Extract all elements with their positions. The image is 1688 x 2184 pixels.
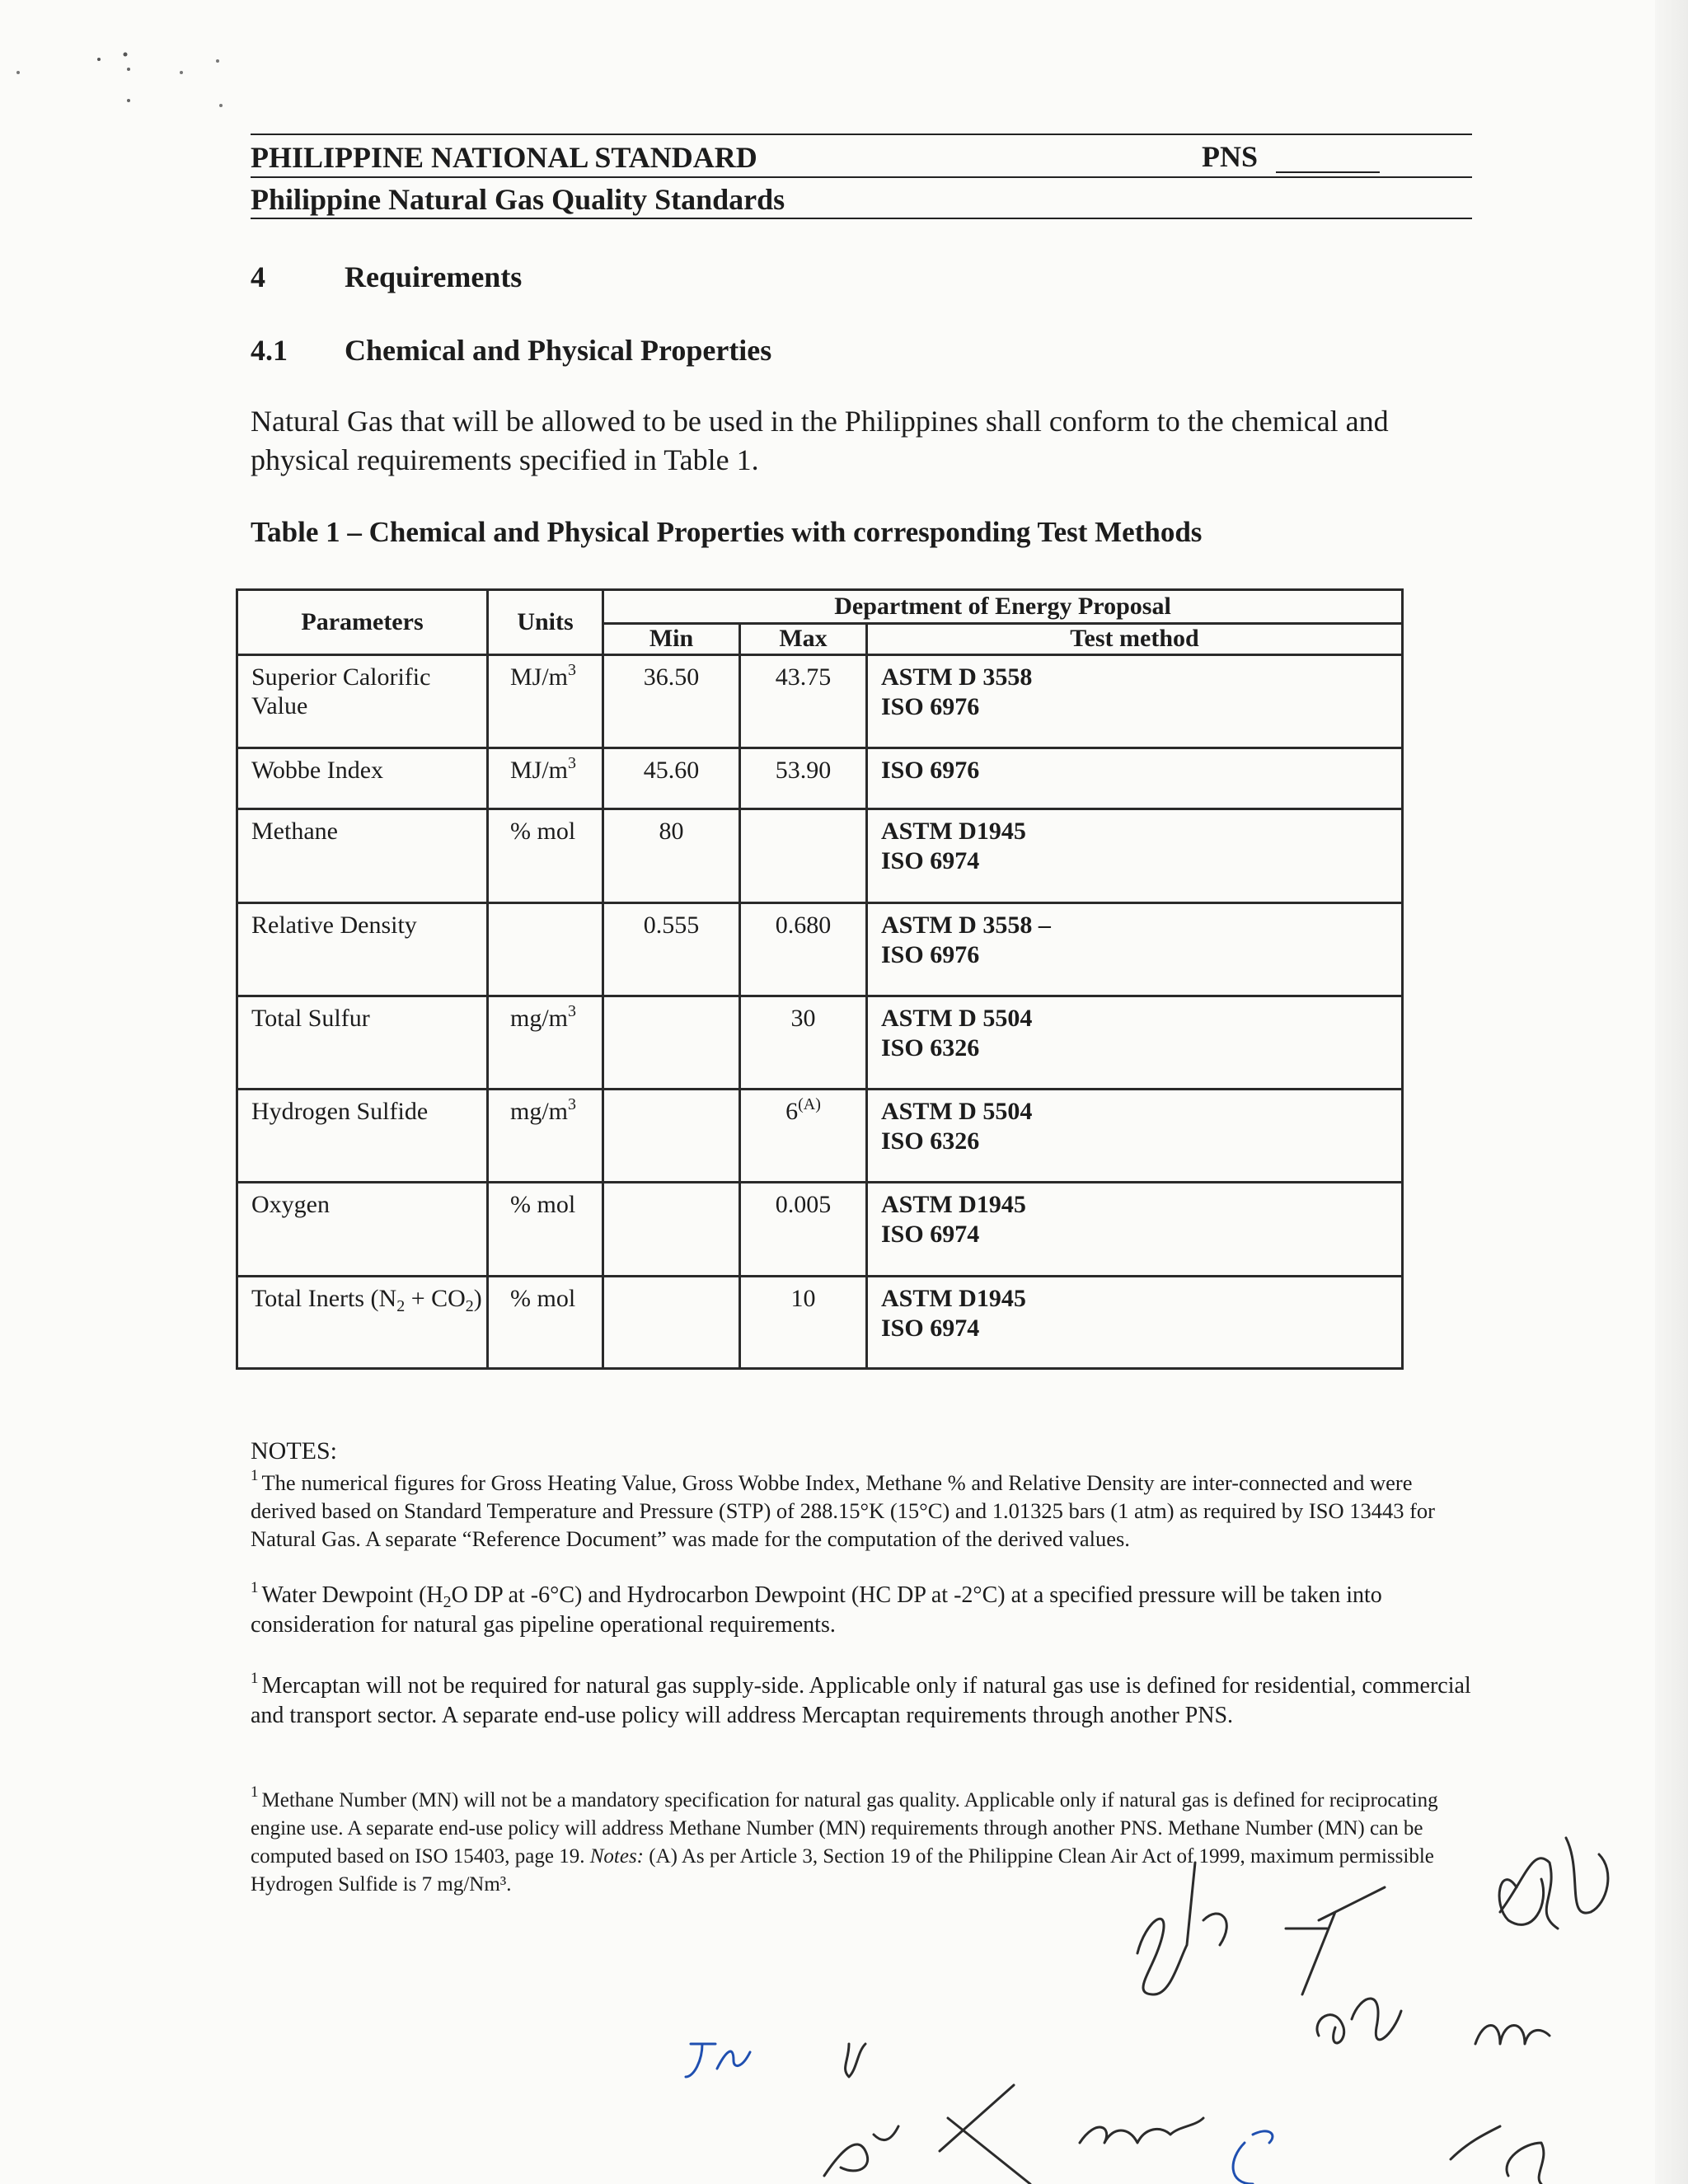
- note-2-text-b: O DP at -6°C) and Hydrocarbon Dewpoint (HC DP at -2°C) at a specified pressure will be taken into consideration for natural gas pipeline operational requirements.: [251, 1582, 1382, 1638]
- parameter-text: + CO: [405, 1284, 466, 1312]
- header-units: Units: [488, 590, 603, 655]
- test-method: ASTM D 3558 –: [881, 911, 1051, 939]
- parameter-cell: Oxygen: [237, 1183, 488, 1276]
- properties-table: [236, 588, 1404, 1370]
- table-row: [237, 654, 1403, 748]
- subsection-title: Chemical and Physical Properties: [345, 334, 772, 367]
- table-row: [237, 902, 1403, 996]
- max-cell: [740, 809, 867, 902]
- unit-cell: [488, 748, 603, 808]
- unit-text: MJ/m: [510, 756, 569, 784]
- note-2-marker: 1: [251, 1579, 259, 1596]
- test-method-cell: [867, 1183, 1403, 1276]
- note-3-text: Mercaptan will not be required for natural gas supply-side. Applicable only if natural gas use is defined for residential, commercial and transport sector. A separate end-use policy will address Mercaptan requirements through another PNS.: [251, 1673, 1471, 1728]
- note-1: [251, 1469, 1475, 1553]
- unit-superscript: 3: [568, 1095, 577, 1114]
- scan-edge-shadow: [1655, 0, 1688, 2184]
- header-middle-rule: [251, 176, 1472, 178]
- min-cell: 80: [603, 809, 740, 902]
- parameter-text: Total Inerts (N: [251, 1284, 397, 1312]
- max-cell: [740, 902, 867, 996]
- table-row: [237, 1276, 1403, 1368]
- unit-cell: [488, 654, 603, 748]
- unit-superscript: 3: [568, 660, 577, 679]
- max-value: 53.90: [775, 756, 832, 784]
- scribble-bottom-left: [824, 2044, 898, 2176]
- header-min: Min: [603, 623, 740, 654]
- parameter-cell: Superior Calorific Value: [237, 654, 488, 748]
- test-method-cell: [867, 748, 1403, 808]
- note-1-text: The numerical figures for Gross Heating Value, Gross Wobbe Index, Methane % and Relative Density are inter-connected and were derived based on Standard Temperature and Pressure (STP) of 288.15°K (15°C) and 1.01325 bars (1 atm) as required by ISO 13443 for Natural Gas. A separate “Reference Document” was made for the computation of the derived values.: [251, 1470, 1436, 1551]
- test-method: ISO 6326: [881, 1127, 980, 1155]
- pns-number-blank: [1276, 171, 1380, 173]
- note-2-subscript: 2: [443, 1593, 452, 1611]
- min-cell: [603, 1090, 740, 1183]
- parameter-subscript: 2: [396, 1296, 406, 1315]
- test-method: ISO 6976: [881, 756, 980, 784]
- unit-text: % mol: [510, 1191, 576, 1219]
- scribble-abbrev: [1317, 1999, 1401, 2043]
- parameter-subscript: 2: [465, 1296, 474, 1315]
- blue-scribble-left: [686, 2044, 750, 2077]
- max-value: 0.005: [775, 1191, 832, 1219]
- scribble-pen-mark: [1286, 1887, 1385, 1994]
- table-row: [237, 809, 1403, 902]
- header-test-method: Test method: [867, 623, 1403, 654]
- table-row: [237, 996, 1403, 1089]
- scribble-right-margin: [1499, 1838, 1608, 1929]
- test-method: ISO 6974: [881, 847, 980, 875]
- table-title: Table 1 – Chemical and Physical Properties with corresponding Test Methods: [251, 516, 1203, 548]
- min-cell: [603, 1276, 740, 1368]
- notes-title: NOTES:: [251, 1437, 337, 1465]
- header-max: Max: [740, 623, 867, 654]
- test-method-cell: [867, 809, 1403, 902]
- table-row: [237, 1183, 1403, 1276]
- parameter-cell: [237, 1276, 488, 1368]
- unit-cell: [488, 1183, 603, 1276]
- max-cell: [740, 654, 867, 748]
- test-method: ISO 6976: [881, 940, 980, 968]
- header-doe-proposal: Department of Energy Proposal: [603, 590, 1403, 624]
- test-method: ISO 6976: [881, 692, 980, 720]
- max-value: 43.75: [775, 663, 832, 691]
- unit-superscript: 3: [568, 753, 577, 772]
- parameter-cell: Relative Density: [237, 902, 488, 996]
- note-4-marker: 1: [251, 1783, 259, 1801]
- note-1-marker: 1: [251, 1467, 259, 1484]
- table-row: [237, 748, 1403, 808]
- test-method-cell: [867, 1090, 1403, 1183]
- min-cell: 0.555: [603, 902, 740, 996]
- unit-text: mg/m: [510, 1004, 569, 1032]
- unit-superscript: 3: [568, 1001, 577, 1020]
- note-3: [251, 1671, 1475, 1731]
- note-3-marker: 1: [251, 1670, 259, 1687]
- parameter-text: ): [473, 1284, 482, 1312]
- section-title: Requirements: [345, 260, 523, 293]
- max-value: 10: [790, 1284, 816, 1312]
- note-2: [251, 1581, 1475, 1640]
- parameter-cell: Methane: [237, 809, 488, 902]
- note-4-notes-label: Notes:: [589, 1845, 645, 1868]
- blue-scribble-bottom: [1233, 2131, 1273, 2184]
- test-method: ASTM D 3558: [881, 663, 1033, 691]
- pns-label: PNS: [1202, 140, 1259, 173]
- note-2-text-a: Water Dewpoint (H: [261, 1582, 443, 1608]
- max-value: 0.680: [775, 911, 832, 939]
- max-cell: [740, 748, 867, 808]
- unit-cell: [488, 902, 603, 996]
- test-method: ISO 6974: [881, 1221, 980, 1249]
- standard-subtitle: Philippine Natural Gas Quality Standards: [251, 183, 785, 216]
- note-4-text-b: (A) As per Article 3, Section 19 of the Philippine Clean Air Act of 1999, maximum permissible Hydrogen Sulfide is 7 mg/Nm³.: [251, 1845, 1434, 1896]
- parameter-cell: Wobbe Index: [237, 748, 488, 808]
- header-bottom-rule: [251, 218, 1472, 219]
- scribble-um: [1475, 2026, 1550, 2045]
- test-method: ASTM D 5504: [881, 1098, 1033, 1126]
- unit-text: mg/m: [510, 1098, 569, 1126]
- max-cell: [740, 1090, 867, 1183]
- header-top-rule: [251, 134, 1472, 135]
- max-cell: [740, 996, 867, 1089]
- test-method-cell: [867, 996, 1403, 1089]
- parameter-cell: Hydrogen Sulfide: [237, 1090, 488, 1183]
- test-method-cell: [867, 654, 1403, 748]
- max-footnote-marker: (A): [798, 1095, 821, 1114]
- note-4-text-a: Methane Number (MN) will not be a mandatory specification for natural gas quality. Applicable only if natural gas is defined for reciprocating engine use. A separate end-use policy will address Methane Number (MN) requirements through another PNS. Methane Number (MN) can be computed based on ISO 15403, page 19.: [251, 1789, 1438, 1868]
- scan-specks: [0, 0, 264, 132]
- requirements-paragraph: Natural Gas that will be allowed to be used in the Philippines shall conform to the chemical and physical requirements specified in Table 1.: [251, 405, 1389, 476]
- unit-cell: [488, 809, 603, 902]
- header-parameters: Parameters: [237, 590, 488, 655]
- parameter-cell: Total Sulfur: [237, 996, 488, 1089]
- max-cell: [740, 1276, 867, 1368]
- max-value: 30: [790, 1004, 816, 1032]
- min-cell: 36.50: [603, 654, 740, 748]
- test-method: ASTM D1945: [881, 818, 1026, 846]
- min-cell: [603, 1183, 740, 1276]
- unit-text: MJ/m: [510, 663, 569, 691]
- scribble-bottom-right: [1451, 2126, 1544, 2184]
- test-method: ASTM D1945: [881, 1284, 1026, 1312]
- scribble-nom: [1080, 2118, 1203, 2143]
- section-number: 4: [251, 260, 265, 293]
- unit-text: % mol: [510, 818, 576, 846]
- test-method-cell: [867, 1276, 1403, 1368]
- test-method-cell: [867, 902, 1403, 996]
- scribble-x: [940, 2085, 1030, 2184]
- test-method: ASTM D1945: [881, 1191, 1026, 1219]
- test-method: ISO 6326: [881, 1033, 980, 1062]
- max-value: 6: [785, 1098, 799, 1126]
- unit-cell: [488, 1090, 603, 1183]
- unit-text: % mol: [510, 1284, 576, 1312]
- unit-cell: [488, 1276, 603, 1368]
- table-row: [237, 1090, 1403, 1183]
- min-cell: [603, 996, 740, 1089]
- standard-title: PHILIPPINE NATIONAL STANDARD: [251, 141, 757, 174]
- note-4: [251, 1783, 1475, 1899]
- test-method: ASTM D 5504: [881, 1004, 1033, 1032]
- test-method: ISO 6974: [881, 1314, 980, 1342]
- unit-cell: [488, 996, 603, 1089]
- min-cell: 45.60: [603, 748, 740, 808]
- subsection-number: 4.1: [251, 334, 288, 367]
- max-cell: [740, 1183, 867, 1276]
